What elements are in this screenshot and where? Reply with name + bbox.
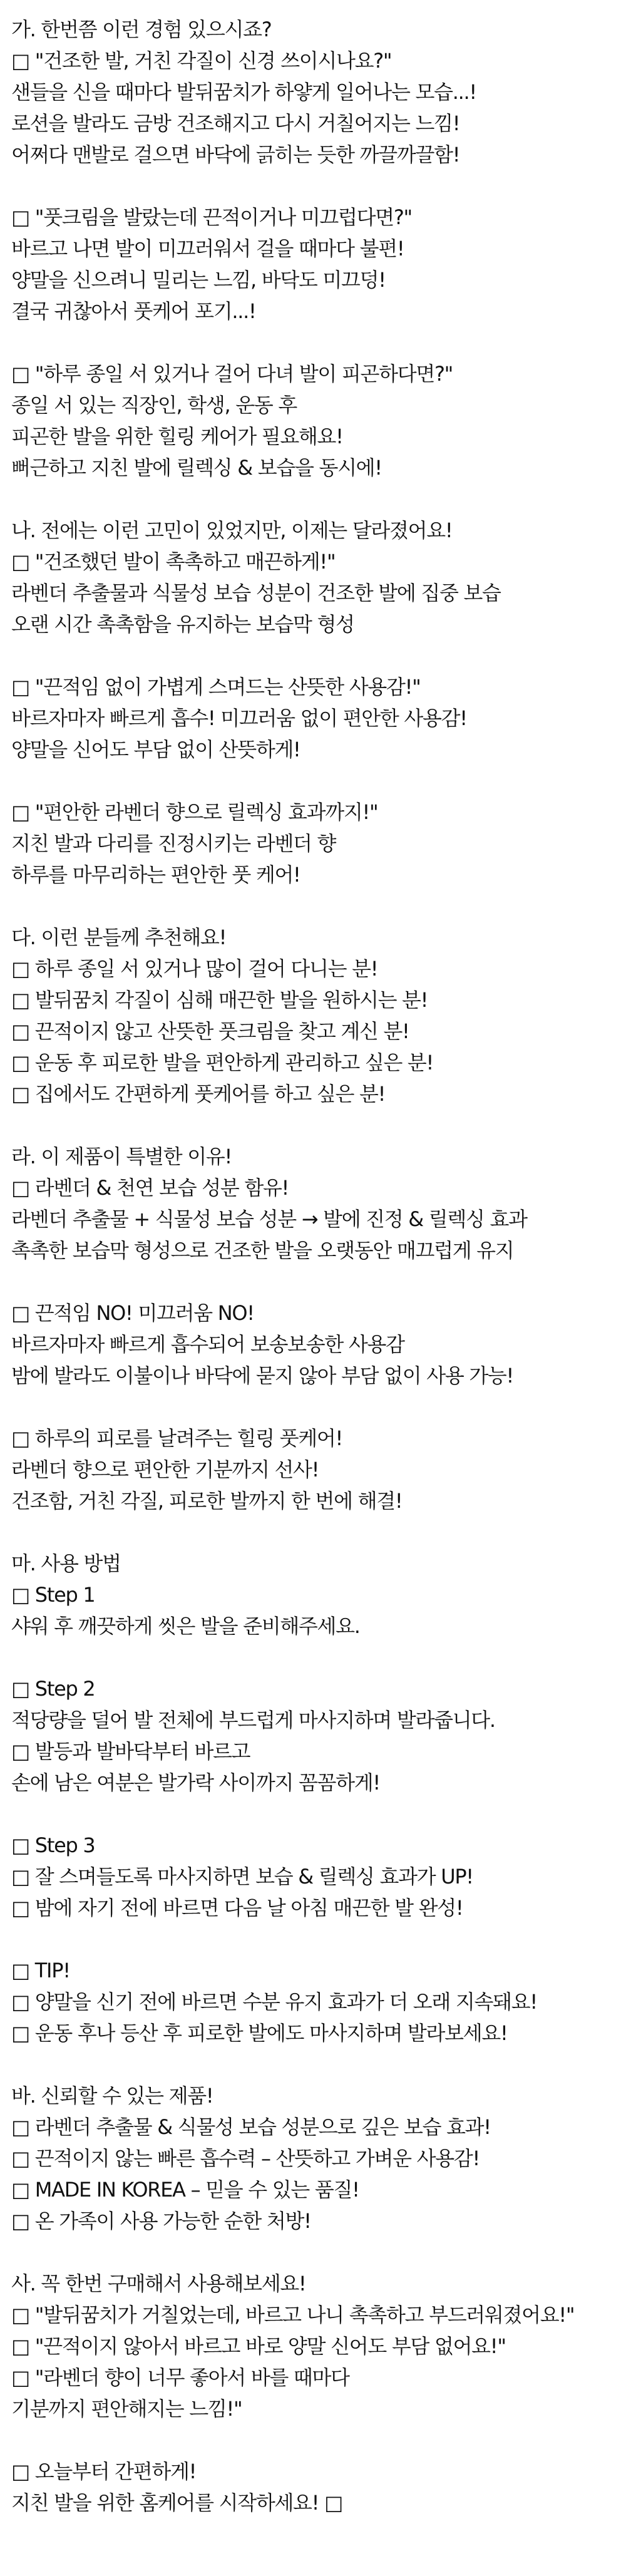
text-line: □ "하루 종일 서 있거나 걸어 다녀 발이 피곤하다면?" [11,362,453,386]
text-line: □ 집에서도 간편하게 풋케어를 하고 싶은 분! [11,1082,386,1106]
text-line: □ Step 2 [11,1677,95,1701]
blank-line [11,1391,626,1423]
text-line: 건조함, 거친 각질, 피로한 발까지 한 번에 해결! [11,1489,403,1513]
text-line: 지친 발과 다리를 진정시키는 라벤더 향 [11,832,336,855]
text-line: □ "라벤더 향이 너무 좋아서 바를 때마다 [11,2366,349,2389]
text-line: 바르고 나면 발이 미끄러워서 걸을 때마다 불편! [11,237,404,260]
text-line: 라벤더 추출물 + 식물성 보습 성분 → 발에 진정 & 릴렉싱 효과 [11,1207,527,1231]
text-line: □ 온 가족이 사용 가능한 순한 처방! [11,2209,311,2233]
blank-line [11,327,626,358]
text-line: □ 끈적임 NO! 미끄러움 NO! [11,1301,254,1325]
text-line: 샌들을 신을 때마다 발뒤꿈치가 하얗게 일어나는 모습...! [11,80,476,104]
text-line: □ 양말을 신기 전에 바르면 수분 유지 효과가 더 오래 지속돼요! [11,1990,537,2014]
text-line: □ Step 1 [11,1583,95,1607]
blank-line [11,890,626,922]
blank-line [11,1798,626,1830]
text-line: 샤워 후 깨끗하게 씻은 발을 준비해주세요. [11,1614,360,1638]
text-line: 바르자마자 빠르게 흡수! 미끄러움 없이 편안한 사용감! [11,706,467,730]
text-line: 마. 사용 방법 [11,1552,121,1575]
text-line: 지친 발을 위한 홈케어를 시작하세요! □ [11,2491,343,2515]
text-line: □ "건조한 발, 거친 각질이 신경 쓰이시나요?" [11,49,392,73]
blank-line [11,765,626,796]
text-line: 손에 남은 여분은 발가락 사이까지 꼼꼼하게! [11,1771,380,1795]
text-line: □ TIP! [11,1959,70,1982]
text-line: 뻐근하고 지친 발에 릴렉싱 & 보습을 동시에! [11,456,382,480]
text-line: □ "풋크림을 발랐는데 끈적이거나 미끄럽다면?" [11,205,412,229]
text-line: □ Step 3 [11,1833,95,1857]
text-line: □ 라벤더 & 천연 보습 성분 함유! [11,1176,289,1200]
blank-line [11,1924,626,1955]
text-line: □ 하루 종일 서 있거나 많이 걸어 다니는 분! [11,957,378,981]
blank-line [11,1642,626,1673]
text-line: □ 끈적이지 않는 빠른 흡수력 – 산뜻하고 가벼운 사용감! [11,2146,480,2170]
blank-line [11,2049,626,2080]
text-line: 양말을 신어도 부담 없이 산뜻하게! [11,738,300,761]
text-line: 어쩌다 맨발로 걸으면 바닥에 긁히는 듯한 까끌까끌함! [11,143,460,167]
text-line: □ 끈적이지 않고 산뜻한 풋크림을 찾고 계신 분! [11,1019,409,1043]
text-line: 결국 귀찮아서 풋케어 포기...! [11,299,256,323]
blank-line [11,640,626,671]
blank-line [11,1110,626,1141]
text-line: □ "끈적이지 않아서 바르고 바로 양말 신어도 부담 없어요!" [11,2334,506,2358]
text-line: □ 운동 후나 등산 후 피로한 발에도 마사지하며 발라보세요! [11,2021,508,2045]
text-line: 라벤더 향으로 편안한 기분까지 선사! [11,1458,319,1481]
blank-line [11,2424,626,2456]
text-line: 라. 이 제품이 특별한 이유! [11,1145,232,1168]
text-line: 라벤더 추출물과 식물성 보습 성분이 건조한 발에 집중 보습 [11,581,501,605]
text-line: □ "끈적임 없이 가볍게 스며드는 산뜻한 사용감!" [11,675,421,699]
text-line: □ 하루의 피로를 날려주는 힐링 풋케어! [11,1426,343,1450]
text-line: 로션을 발라도 금방 건조해지고 다시 거칠어지는 느낌! [11,111,460,135]
text-line: 사. 꼭 한번 구매해서 사용해보세요! [11,2272,306,2295]
blank-line [11,1517,626,1548]
text-line: 하루를 마무리하는 편안한 풋 케어! [11,863,300,887]
text-line: □ 운동 후 피로한 발을 편안하게 관리하고 싶은 분! [11,1051,434,1074]
text-line: 바르자마자 빠르게 흡수되어 보송보송한 사용감 [11,1332,404,1356]
text-line: □ "발뒤꿈치가 거칠었는데, 바르고 나니 촉촉하고 부드러워졌어요!" [11,2303,575,2327]
text-line: 촉촉한 보습막 형성으로 건조한 발을 오랫동안 매끄럽게 유지 [11,1239,514,1262]
text-line: 양말을 신으려니 밀리는 느낌, 바닥도 미끄덩! [11,268,386,292]
text-line: 바. 신뢰할 수 있는 제품! [11,2084,213,2108]
blank-line [11,170,626,202]
text-line: □ MADE IN KOREA – 믿을 수 있는 품질! [11,2178,359,2202]
text-line: 기분까지 편안해지는 느낌!" [11,2397,242,2421]
text-line: 종일 서 있는 직장인, 학생, 운동 후 [11,393,297,417]
text-line: □ 오늘부터 간편하게! [11,2460,197,2483]
text-line: 피곤한 발을 위한 힐링 케어가 필요해요! [11,425,343,448]
text-line: 오랜 시간 촉촉함을 유지하는 보습막 형성 [11,612,354,636]
text-line: 밤에 발라도 이불이나 바닥에 묻지 않아 부담 없이 사용 가능! [11,1364,514,1388]
text-line: □ 잘 스며들도록 마사지하면 보습 & 릴렉싱 효과가 UP! [11,1865,473,1888]
text-line: □ 발뒤꿈치 각질이 심해 매끈한 발을 원하시는 분! [11,988,428,1012]
text-line: 가. 한번쯤 이런 경험 있으시죠? [11,18,272,41]
blank-line [11,2237,626,2268]
text-line: □ "건조했던 발이 촉촉하고 매끈하게!" [11,550,336,574]
text-line: □ 발등과 발바닥부터 바르고 [11,1739,250,1763]
text-line: □ 라벤더 추출물 & 식물성 보습 성분으로 깊은 보습 효과! [11,2115,491,2139]
text-line: □ "편안한 라벤더 향으로 릴렉싱 효과까지!" [11,800,378,824]
blank-line [11,1266,626,1297]
text-line: 적당량을 덜어 발 전체에 부드럽게 마사지하며 발라줍니다. [11,1708,495,1732]
blank-line [11,483,626,515]
text-line: 다. 이런 분들께 추천해요! [11,925,227,949]
text-line: □ 밤에 자기 전에 바르면 다음 날 아침 매끈한 발 완성! [11,1896,463,1920]
text-line: 나. 전에는 이런 고민이 있었지만, 이제는 달라졌어요! [11,518,453,542]
